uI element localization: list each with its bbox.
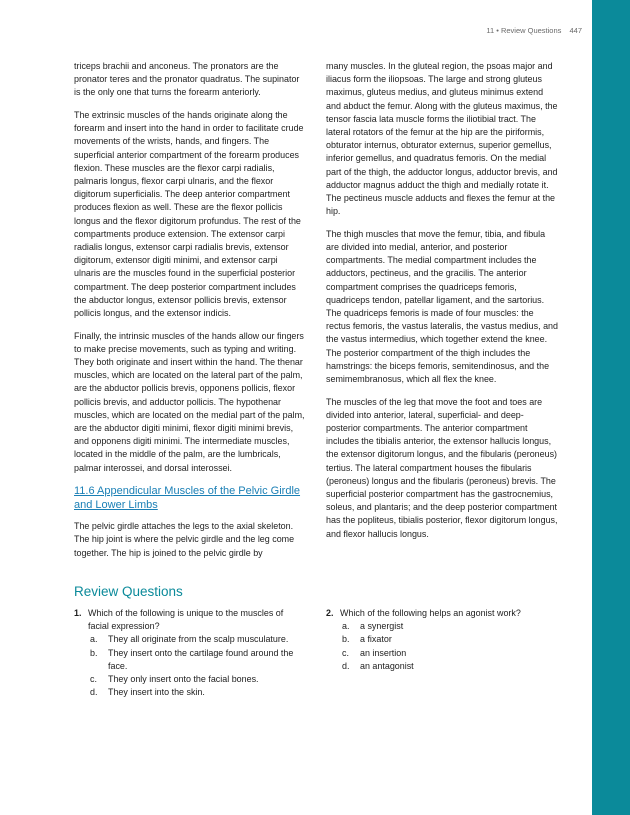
option-letter: d. bbox=[90, 687, 98, 698]
option-letter: a. bbox=[342, 621, 350, 632]
option-text: They all originate from the scalp musculature. bbox=[108, 634, 289, 645]
option-text: an antagonist bbox=[360, 660, 414, 671]
option-text: an insertion bbox=[360, 647, 407, 658]
answer-option bbox=[90, 647, 306, 673]
option-text: They insert into the skin. bbox=[108, 687, 205, 698]
question-2 bbox=[326, 607, 558, 673]
page-number: 447 bbox=[569, 26, 582, 35]
question-stem: Which of the following helps an agonist work? bbox=[340, 608, 521, 618]
answer-option bbox=[90, 686, 306, 699]
option-letter: b. bbox=[90, 647, 98, 658]
option-text: They insert onto the cartilage found around the face. bbox=[108, 647, 294, 671]
question-number: 1. bbox=[74, 608, 82, 618]
answer-option bbox=[342, 633, 558, 646]
review-questions-heading: Review Questions bbox=[74, 584, 183, 599]
option-letter: d. bbox=[342, 660, 350, 671]
question-stem: Which of the following is unique to the muscles of facial expression? bbox=[88, 608, 284, 632]
answer-option bbox=[342, 660, 558, 673]
side-accent-bar bbox=[592, 0, 630, 815]
option-letter: a. bbox=[90, 634, 98, 645]
paragraph: The pelvic girdle attaches the legs to the axial skeleton. The hip joint is where the pelvic girdle and the leg come together. The hip is joined to the pelvic girdle by bbox=[74, 521, 295, 558]
paragraph: triceps brachii and anconeus. The pronators are the pronator teres and the pronator quadratus. The supinator is the only one that turns the forearm anteriorly. bbox=[74, 61, 300, 98]
answer-option bbox=[90, 673, 306, 686]
paragraph: The extrinsic muscles of the hands originate along the forearm and insert into the hand in order to facilitate crude movements of the wrists, hands, and fingers. The superficial anterior compartment of the forearm produces flexion. These muscles are the flexor carpi radialis, palmaris longus, flexor carpi ulnaris, and the flexor digitorum superficialis. The deep anterior compartment produces flexion as well. These are the flexor pollicis longus and the flexor digitorum profundus. The rest of the compartments produce extension. The extensor carpi radialis longus, extensor carpi radialis brevis, extensor digitorum, extensor digiti minimi, and extensor carpi ulnaris are the muscles found in the superficial posterior compartment. The deep posterior compartment includes the abductor longus, extensor pollicis brevis, extensor pollicis longus, and the extensor indicis. bbox=[74, 110, 304, 319]
answer-option bbox=[90, 633, 306, 646]
running-head-title: 11 • Review Questions bbox=[486, 26, 562, 35]
right-column bbox=[326, 60, 558, 550]
paragraph: Finally, the intrinsic muscles of the hands allow our fingers to make precise movements, such as typing and writing. They both originate and insert within the hand. The thenar muscles, which are located on the lateral part of the palm, are the abductor pollicis brevis, opponens pollicis, flexor pollicis brevis, and adductor pollicis. The hypothenar muscles, which are located on the medial part of the palm, are the abductor digiti minimi, flexor digiti minimi brevis, and opponens digiti minimi. The intermediate muscles, located in the middle of the palm, are the lumbricals, palmar interossei, and dorsal interossei. bbox=[74, 330, 305, 473]
option-text: They only insert onto the facial bones. bbox=[108, 674, 259, 685]
section-link[interactable]: 11.6 Appendicular Muscles of the Pelvic Girdle and Lower Limbs bbox=[74, 485, 301, 512]
option-letter: c. bbox=[342, 647, 349, 658]
answer-option bbox=[342, 647, 558, 660]
option-text: a fixator bbox=[360, 634, 392, 645]
left-column bbox=[74, 60, 306, 569]
option-letter: c. bbox=[90, 674, 97, 685]
option-text: a synergist bbox=[360, 621, 404, 632]
option-letter: b. bbox=[342, 634, 350, 645]
paragraph: The muscles of the leg that move the foot and toes are divided into anterior, lateral, superficial- and deep-posterior compartments. The anterior compartment includes the tibialis anterior, the extensor hallucis longus, the extensor digitorum longus, and the fibularis (peroneus) tertius. The lateral compartment houses the fibularis (peroneus) longus and the fibularis (peroneus) brevis. The superficial posterior compartment has the gastrocnemius, soleus, and plantaris; and the deep posterior compartment has the popliteus, tibialis posterior, flexor digitorum longus, and flexor hallucis longus. bbox=[326, 396, 558, 539]
paragraph: many muscles. In the gluteal region, the psoas major and iliacus form the iliopsoas. The large and strong gluteus maximus, gluteus medius, and gluteus minimus extend and abduct the femur. Along with the gluteus maximus, the tensor fascia lata muscle forms the iliotibial tract. The lateral rotators of the femur at the hip are the piriformis, obturator internus, obturator externus, superior gemellus, inferior gemellus, and quadratus femoris. On the medial part of the thigh, the adductor longus, adductor brevis, and adductor magnus adduct the thigh and medially rotate it. The pectineus muscle adducts and flexes the femur at the hip. bbox=[326, 61, 558, 217]
paragraph: The thigh muscles that move the femur, tibia, and fibula are divided into medial, anterior, and posterior compartments. The medial compartment includes the adductors, pectineus, and the gracilis. The anterior compartment comprises the quadriceps femoris, quadriceps tendon, patellar ligament, and the sartorius. The quadriceps femoris is made of four muscles: the rectus femoris, the vastus lateralis, the vastus medius, and the vastus intermedius, which together extend the knee. The posterior compartment of the thigh includes the hamstrings: the biceps femoris, semitendinosus, and the semimembranosus, which all flex the knee. bbox=[326, 228, 558, 385]
running-head bbox=[486, 26, 582, 35]
question-number: 2. bbox=[326, 608, 334, 618]
answer-option bbox=[342, 620, 558, 633]
question-1 bbox=[74, 607, 306, 699]
